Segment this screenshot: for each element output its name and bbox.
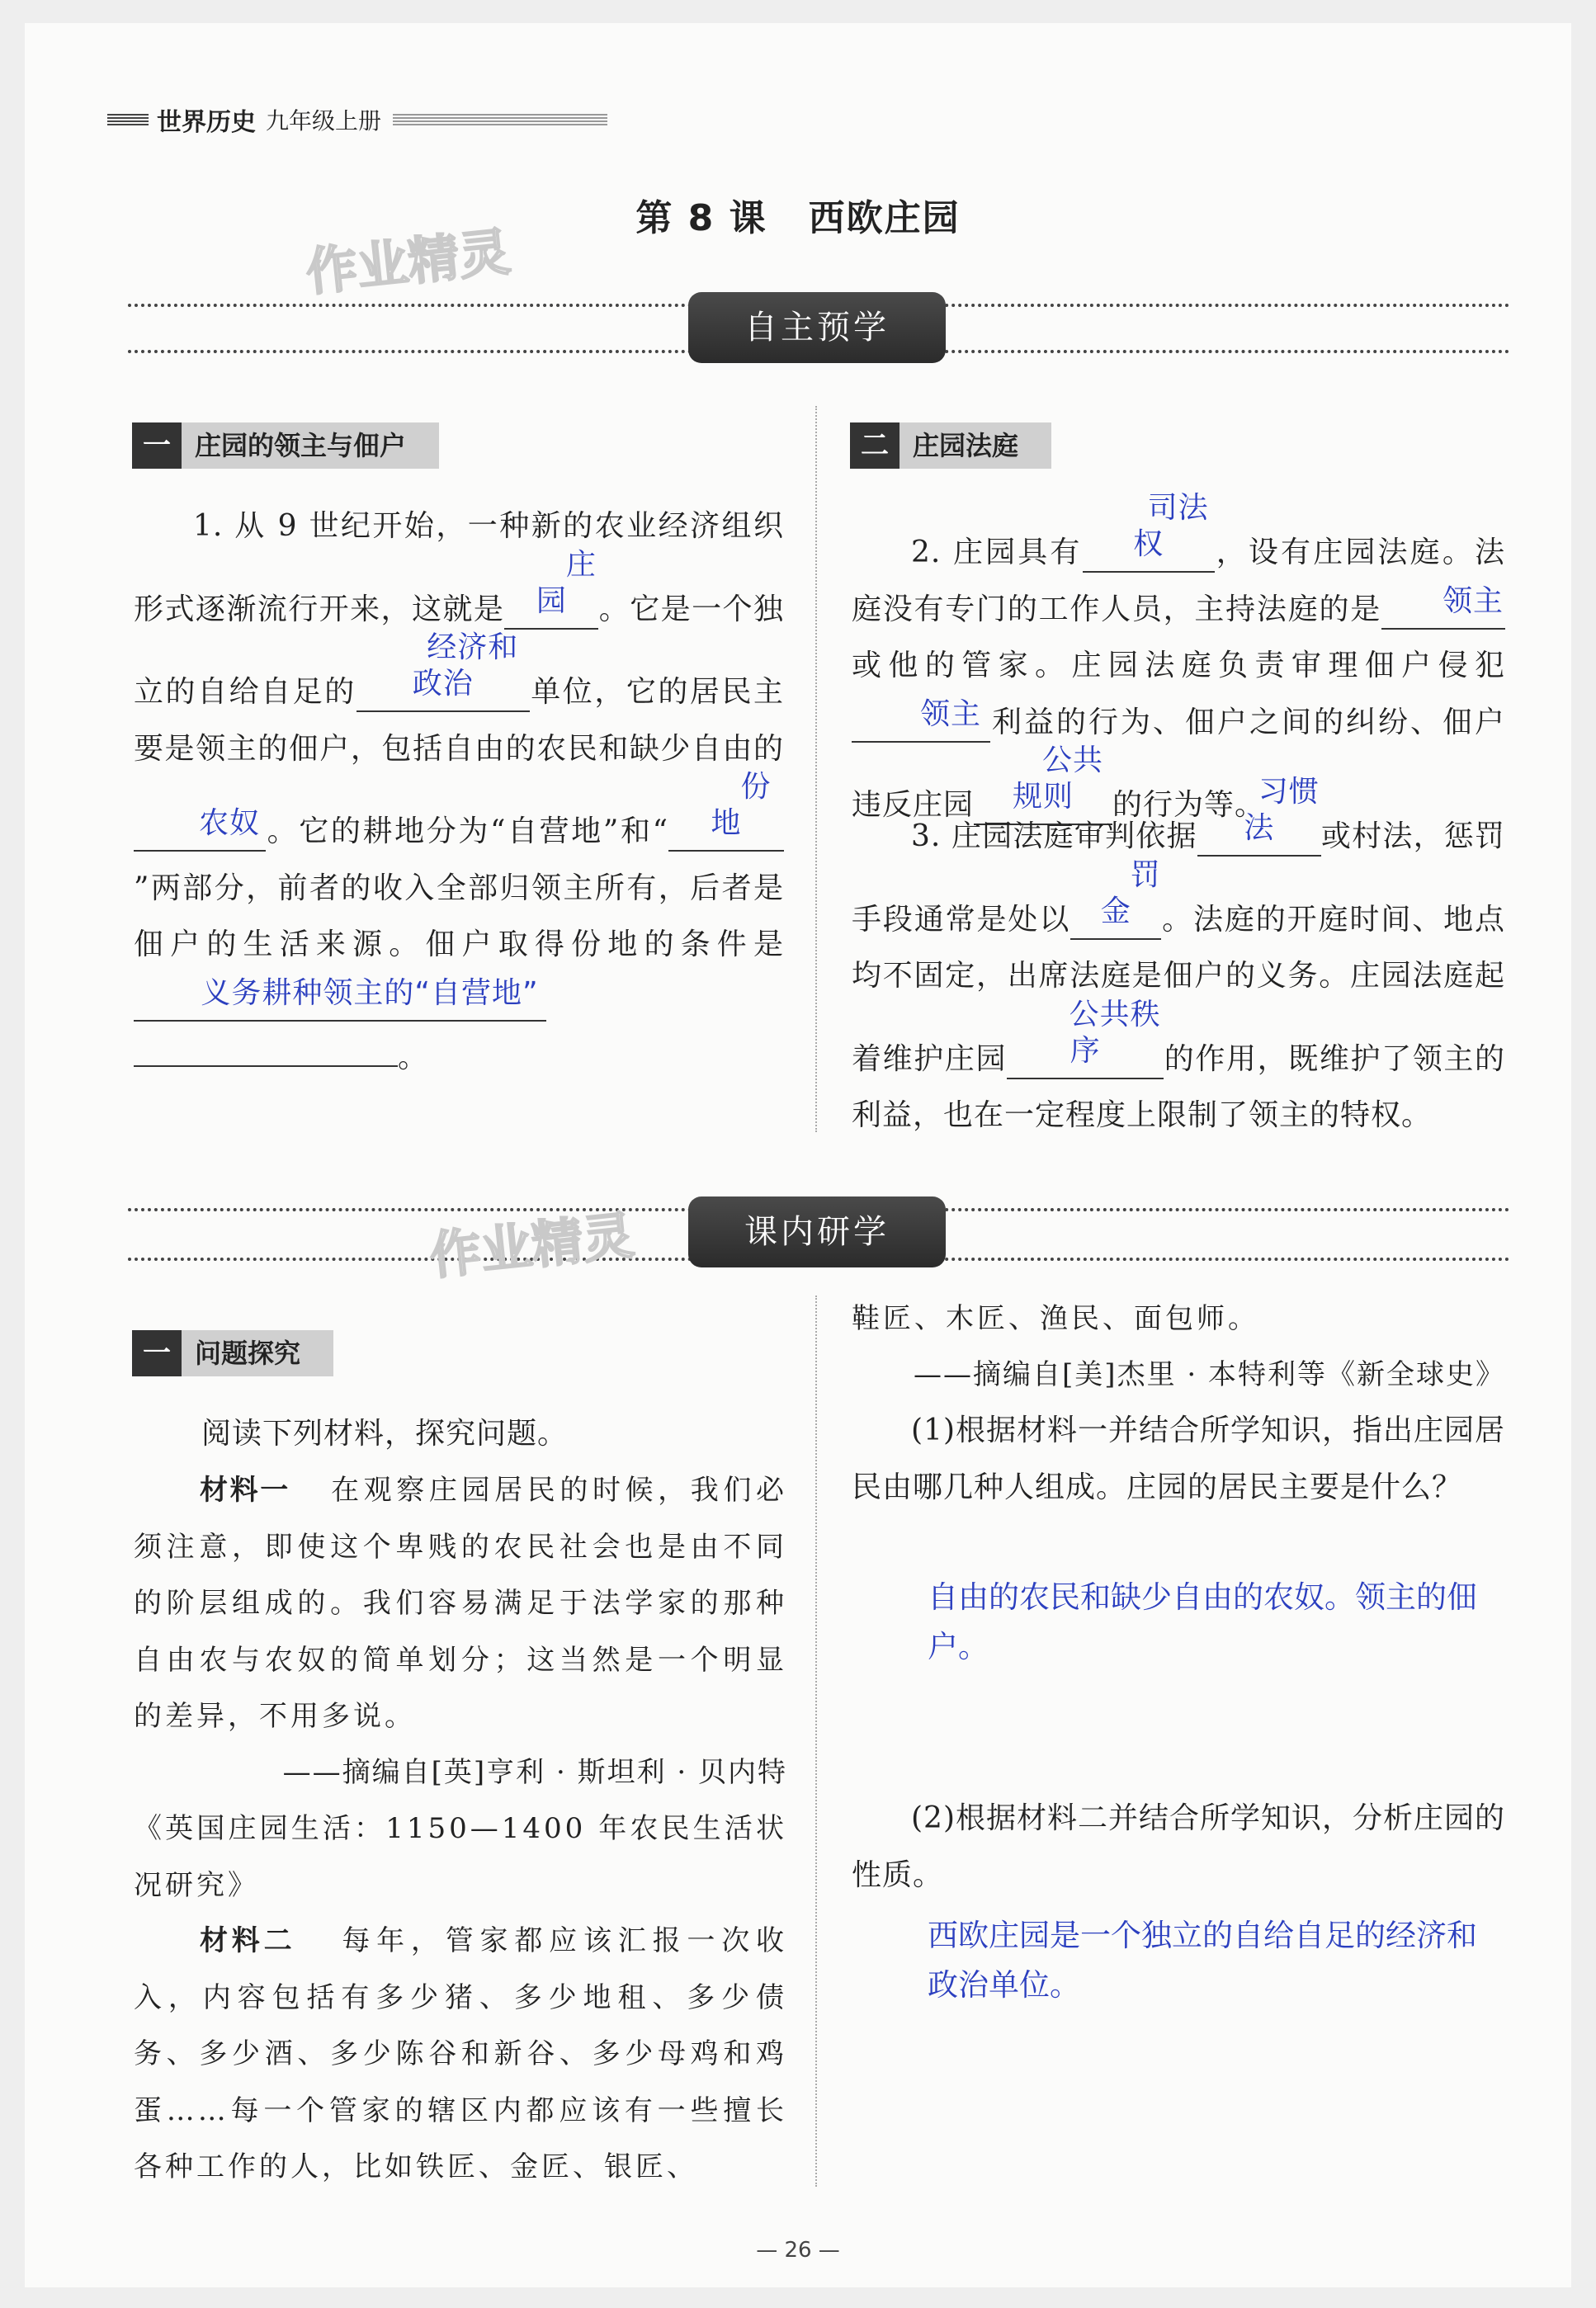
watermark-logo: 作业精灵 (303, 221, 513, 303)
subsection-label: 问题探究 (182, 1330, 333, 1376)
answer-blank-continued (134, 1065, 398, 1067)
material-two-continued: 鞋匠、木匠、渔民、面包师。 (852, 1302, 1259, 1335)
study-answer-2: 西欧庄园是一个独立的自给自足的经济和政治单位。 (928, 1918, 1477, 2003)
study-question-1: (1)根据材料一并结合所学知识，指出庄园居民由哪几种人组成。庄园的居民主要是什么？ (852, 1414, 1505, 1504)
watermark-logo: 作业精灵 (427, 1205, 637, 1286)
section-title-study: 课内研学 (688, 1196, 946, 1267)
material-two: 材料二 每年，管家都应该汇报一次收入，内容包括有多少猪、多少地租、多少债务、多少酒、多少陈谷和新谷、多少母鸡和鸡蛋……每一个管家的辖区内都应该有一些擅长各种工作的人，比如铁匠、金匠、银匠、 (134, 1924, 788, 2183)
material-label: 材料一 (200, 1474, 290, 1507)
answer-blank: 司法权 (1083, 498, 1215, 573)
section-title-preview: 自主预学 (688, 292, 946, 363)
answer-blank: 经济和政治 (357, 638, 530, 712)
answer-blank: 公共规则 (974, 751, 1112, 825)
preview-question-1: 1. 从 9 世纪开始，一种新的农业经济组织形式逐渐流行开来，这就是庄园 。它是一个独立的自给自足的经济和政治 单位，它的居民主要是领主的佃户，包括自由的农民和缺少自由的农奴 。它的耕地分为“自营地”和“份地”两部分，前者的收入全部归领主所有，后者是佃户的生活来源。佃户取得份地的条件是义务耕种领主的“自营地”。 (134, 509, 784, 1074)
answer-blank: 庄园 (504, 555, 598, 630)
header-book-title: 世界历史 (157, 108, 256, 137)
answer-blank: 领主 (852, 705, 990, 743)
header-grade: 九年级上册 (266, 107, 382, 135)
header-decor-bar (107, 114, 149, 125)
material-source: ——摘编自[美]杰里 · 本特利等《新全球史》 (914, 1358, 1505, 1391)
answer-blank: 份地 (668, 777, 784, 852)
subsection-label: 庄园法庭 (900, 422, 1051, 469)
answer-blank: 农奴 (134, 814, 266, 852)
study-answer-1: 自由的农民和缺少自由的农奴。领主的佃户。 (928, 1579, 1477, 1664)
answer-blank: 公共秩序 (1007, 1005, 1164, 1079)
subsection-heading (132, 1330, 333, 1376)
subsection-number: 一 (132, 422, 182, 469)
subsection-number: 二 (850, 422, 900, 469)
column-divider (815, 406, 817, 1132)
study-question-2: (2)根据材料二并结合所学知识，分析庄园的性质。 (852, 1801, 1505, 1892)
study-intro: 阅读下列材料，探究问题。 (201, 1417, 569, 1451)
answer-blank: 领主 (1381, 592, 1505, 630)
material-one: 材料一 在观察庄园居民的时候，我们必须注意，即使这个卑贱的农民社会也是由不同的阶层组成的。我们容易满足于法学家的那种自由农与农奴的简单划分；这当然是一个明显的差异，不用多说。 (134, 1474, 787, 1733)
subsection-heading (132, 422, 439, 469)
subsection-heading (850, 422, 1051, 469)
answer-blank: 义务耕种领主的“自营地” (134, 984, 546, 1022)
material-source: 《英国庄园生活：1150—1400 年农民生活状况研究》 (134, 1812, 787, 1902)
answer-blank: 罚金 (1070, 866, 1161, 940)
column-divider (815, 1296, 817, 2187)
material-source: ——摘编自[英]亨利 · 斯坦利 · 贝内特 (282, 1756, 787, 1789)
lesson-name: 西欧庄园 (808, 197, 961, 239)
subsection-number: 一 (132, 1330, 182, 1376)
page-number: — 26 — (756, 2238, 840, 2263)
preview-question-2: 2. 庄园具有司法权 ，设有庄园法庭。法庭没有专门的工作人员，主持法庭的是 领主或他的管家。庄园法庭负责审理佃户侵犯领主 利益的行为、佃户之间的纠纷、佃户违反庄园公共规则 的行为等。 (852, 498, 1505, 834)
material-label: 材料二 (200, 1924, 296, 1957)
running-header (107, 103, 607, 136)
header-decor-lines (393, 114, 607, 125)
answer-blank: 习惯法 (1197, 782, 1321, 857)
lesson-title (0, 188, 1596, 241)
preview-question-3: 3. 庄园法庭审判依据习惯法 或村法，惩罚手段通常是处以罚金 。法庭的开庭时间、地点均不固定，出席法庭是佃户的义务。庄园法庭起着维护庄园公共秩序 的作用，既维护了领主的利益，也在一定程度上限制了领主的特权。 (852, 775, 1505, 1132)
subsection-label: 庄园的领主与佃户 (182, 422, 439, 469)
lesson-number: 第 8 课 (635, 197, 767, 239)
